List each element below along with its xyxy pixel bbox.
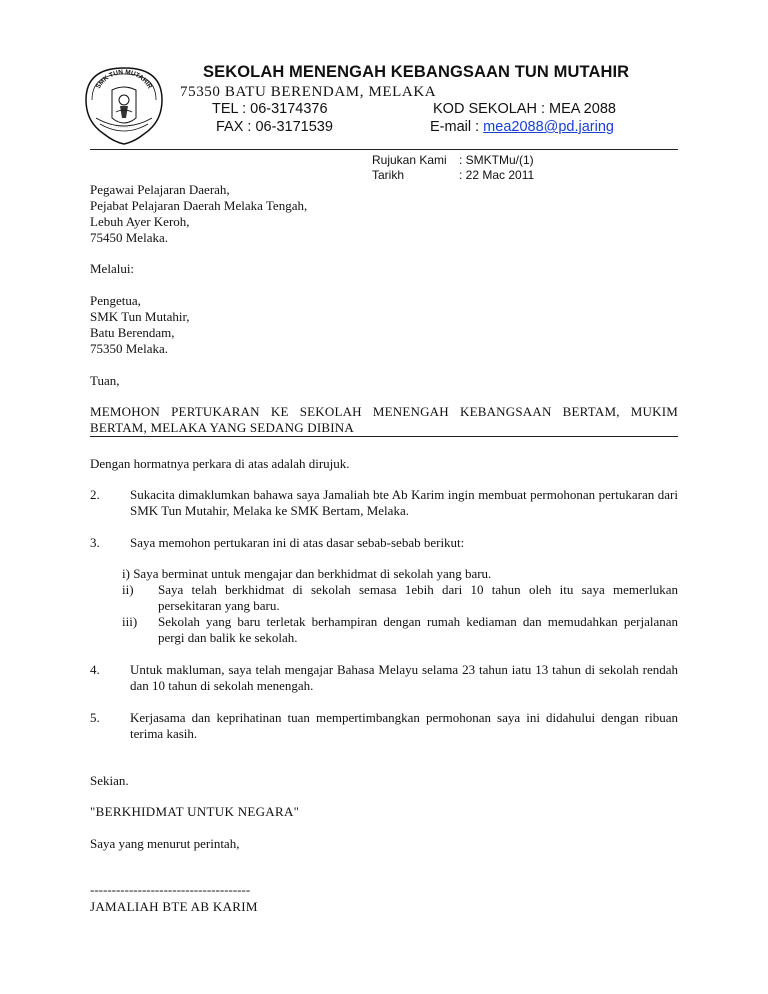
fax: FAX : 06-3171539	[216, 119, 333, 135]
paragraph-number: 2.	[90, 487, 100, 502]
date-label: Tarikh	[372, 168, 405, 182]
paragraph-number: 5.	[90, 710, 100, 725]
signatory-name: JAMALIAH BTE AB KARIM	[90, 899, 258, 914]
recipient-line: Lebuh Ayer Keroh,	[90, 214, 190, 229]
school-code: KOD SEKOLAH : MEA 2088	[433, 101, 616, 117]
email-row	[430, 119, 614, 135]
via-line: 75350 Melaka.	[90, 341, 168, 356]
svg-text:. . . . . . . .: . . . . . . . .	[115, 124, 133, 129]
salutation: Tuan,	[90, 373, 120, 388]
reason-number: iii)	[122, 614, 138, 629]
reason-2: Saya telah berkhidmat di sekolah semasa 1ebih dari 10 tahun oleh itu saya memerlukan persekitaran yang baru.	[158, 582, 678, 613]
svg-text:SMK TUN MUTAHIR: SMK TUN MUTAHIR	[94, 68, 154, 91]
reason-3: Sekolah yang baru terletak berhampiran dengan rumah kediaman dan memudahkan perjalanan pergi dan balik ke sekolah.	[158, 614, 678, 645]
ref-value: : SMKTMu/(1)	[459, 153, 534, 167]
paragraph-number: 3.	[90, 535, 100, 550]
telephone: TEL : 06-3174376	[212, 101, 328, 117]
via-line: Pengetua,	[90, 293, 141, 308]
school-crest-icon	[82, 62, 166, 146]
subject-underline	[90, 436, 678, 437]
paragraph-3: Saya memohon pertukaran ini di atas dasar sebab-sebab berikut:	[130, 535, 465, 550]
email-label: E-mail :	[430, 119, 484, 135]
reason-number: ii)	[122, 582, 134, 597]
recipient-line: Pegawai Pelajaran Daerah,	[90, 182, 230, 197]
paragraph-2: Sukacita dimaklumkan bahawa saya Jamaliah bte Ab Karim ingin membuat permohonan pertukaran dari SMK Tun Mutahir, Melaka ke SMK Bertam, Melaka.	[130, 487, 678, 518]
closing-order: Saya yang menurut perintah,	[90, 836, 240, 851]
motto: "BERKHIDMAT UNTUK NEGARA"	[90, 804, 300, 819]
opening-line: Dengan hormatnya perkara di atas adalah dirujuk.	[90, 456, 350, 471]
via-line: Batu Berendam,	[90, 325, 175, 340]
letter-subject: MEMOHON PERTUKARAN KE SEKOLAH MENENGAH KEBANGSAAN BERTAM, MUKIM BERTAM, MELAKA YANG SEDANG DIBINA	[90, 404, 678, 435]
recipient-line: Pejabat Pelajaran Daerah Melaka Tengah,	[90, 198, 308, 213]
recipient-address	[90, 182, 307, 246]
recipient-line: 75450 Melaka.	[90, 230, 168, 245]
paragraph-number: 4.	[90, 662, 100, 677]
paragraph-5: Kerjasama dan keprihatinan tuan mempertimbangkan permohonan saya ini didahului dengan ribuan terima kasih.	[130, 710, 678, 741]
via-address	[90, 293, 190, 357]
via-line: SMK Tun Mutahir,	[90, 309, 190, 324]
ref-label: Rujukan Kami	[372, 153, 447, 167]
school-name: SEKOLAH MENENGAH KEBANGSAAN TUN MUTAHIR	[203, 63, 630, 81]
date-value: : 22 Mac 2011	[459, 168, 535, 182]
school-address: 75350 BATU BERENDAM, MELAKA	[180, 84, 437, 100]
via-label: Melalui:	[90, 261, 135, 276]
paragraph-4: Untuk makluman, saya telah mengajar Bahasa Melayu selama 23 tahun iatu 13 tahun di sekolah rendah dan 10 tahun di sekolah menengah.	[130, 662, 678, 693]
reason-1: i) Saya berminat untuk mengajar dan berkhidmat di sekolah yang baru.	[122, 566, 492, 581]
signature-line: -------------------------------------	[90, 882, 251, 897]
email-link[interactable]: mea2088@pd.jaring	[483, 119, 614, 135]
closing-sekian: Sekian.	[90, 773, 129, 788]
school-logo	[82, 62, 166, 146]
header-divider	[90, 149, 678, 150]
